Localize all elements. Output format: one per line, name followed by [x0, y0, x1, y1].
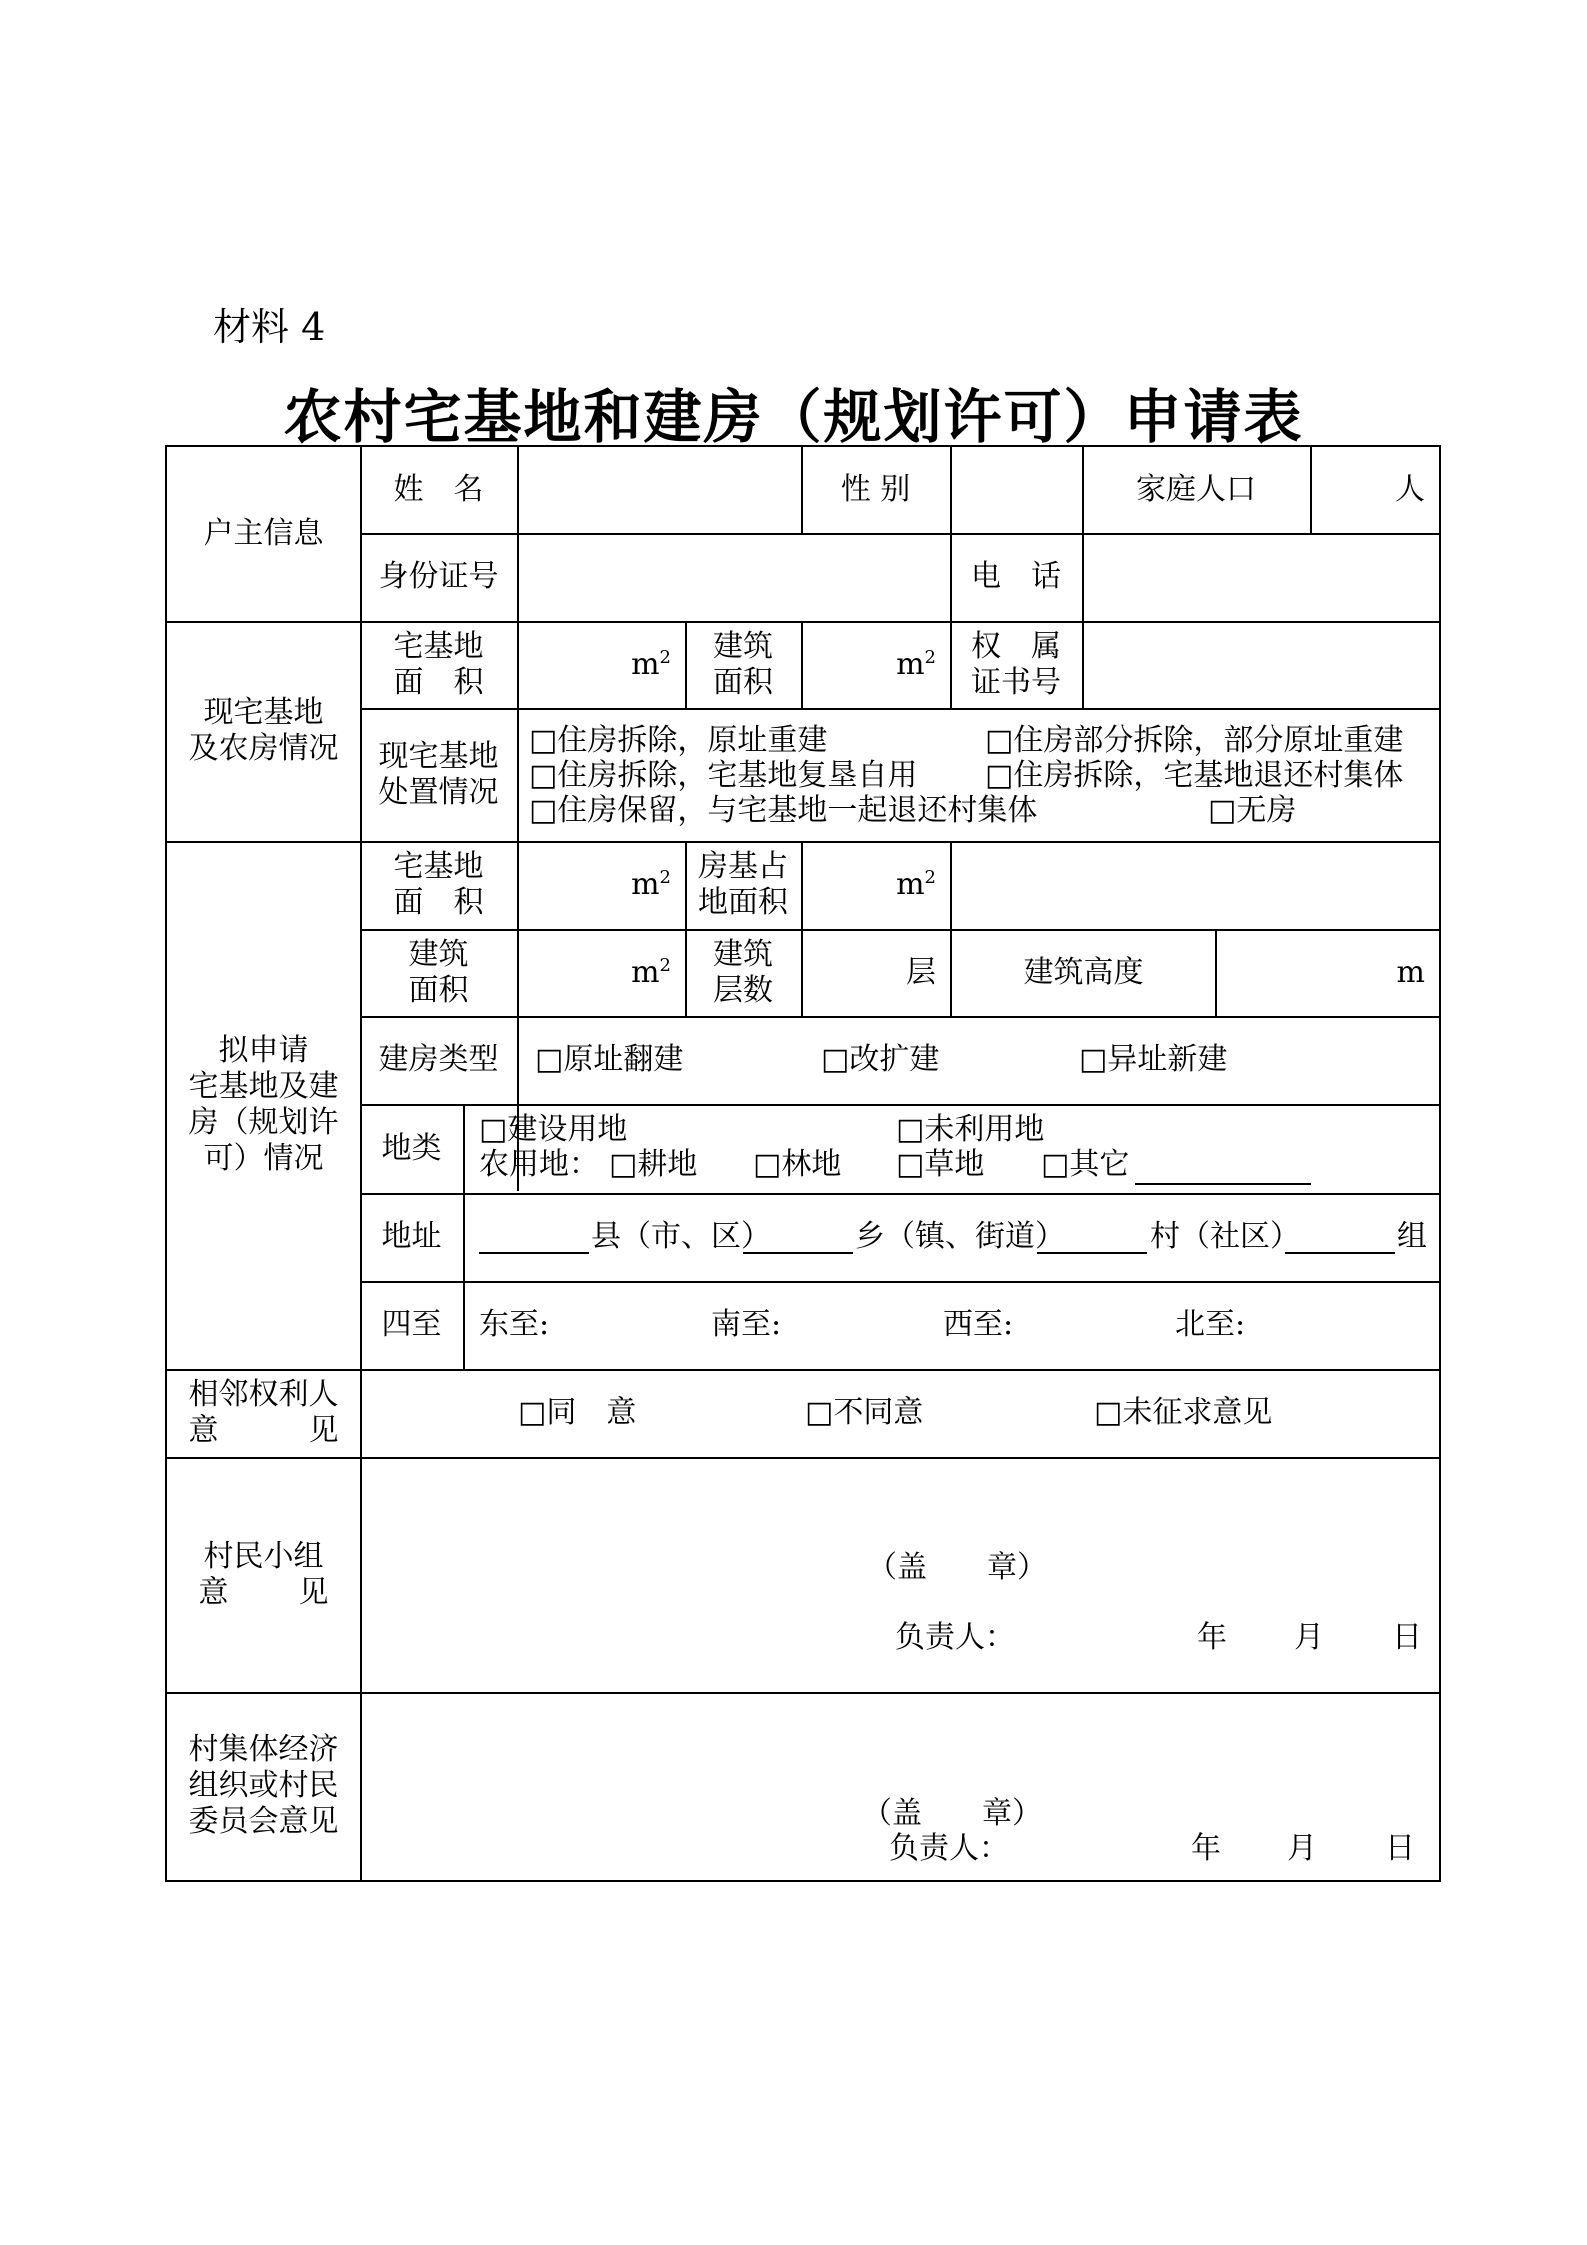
label-line: 地面积: [698, 885, 788, 920]
section-label: 户主信息: [203, 516, 324, 551]
unit-sqm: $m^2$: [631, 954, 671, 990]
label-build-type: 建房类型: [378, 1042, 499, 1077]
field-proposed-building-area[interactable]: [519, 929, 685, 1016]
label-farmland: 农用地：: [479, 1147, 599, 1182]
section-owner-info: [167, 447, 360, 621]
unit-sqm: $m^2$: [896, 867, 936, 902]
checkbox-partial-demolish[interactable]: □住房部分拆除，部分原址重建: [985, 723, 1404, 758]
label-east: 东至:: [479, 1307, 550, 1342]
label-day: 日: [1385, 1831, 1415, 1866]
label-responsible: 负责人：: [895, 1620, 1015, 1655]
label-disposal: [360, 708, 517, 841]
checkbox-rebuild-same-site[interactable]: □住房拆除，原址重建: [529, 723, 828, 758]
label-cert-number: [950, 621, 1082, 708]
section-label: 意 见: [198, 1574, 329, 1610]
label-household: 家庭人口: [1136, 472, 1256, 507]
label-line: 证书号: [971, 664, 1061, 700]
checkbox-unused-land[interactable]: □未利用地: [896, 1112, 1045, 1147]
label-gender: 性 别: [840, 472, 911, 507]
checkbox-keep-and-return[interactable]: □住房保留，与宅基地一起退还村集体: [529, 793, 1038, 828]
checkbox-renovate-expand[interactable]: □改扩建: [821, 1042, 940, 1077]
label-boundaries: 四至: [381, 1307, 442, 1342]
label-month: 月: [1294, 1620, 1324, 1655]
label-line: 建筑: [713, 628, 773, 664]
label-line: 宅基地: [393, 628, 484, 664]
unit-floor: 层: [906, 954, 936, 990]
field-id-number[interactable]: [519, 533, 950, 621]
application-table: [165, 445, 1441, 1882]
label-line: 房基占: [698, 849, 788, 884]
checkbox-grassland[interactable]: □草地: [896, 1147, 985, 1182]
section-label: 村集体经济: [188, 1732, 339, 1767]
label-south: 南至:: [711, 1307, 782, 1342]
field-current-building-area[interactable]: [803, 621, 950, 708]
label-address: 地址: [381, 1219, 442, 1254]
label-month: 月: [1287, 1831, 1317, 1866]
field-gender[interactable]: [952, 447, 1082, 533]
checkbox-not-consulted[interactable]: □未征求意见: [1094, 1395, 1273, 1430]
seal-text: （盖 章）: [867, 1550, 1047, 1585]
section-label: 房（规划许: [188, 1105, 339, 1140]
label-year: 年: [1191, 1831, 1221, 1866]
section-label: 及农房情况: [188, 731, 339, 766]
label-line: 建筑: [408, 936, 469, 972]
unit-meter: m: [1396, 954, 1425, 990]
section-proposed: [167, 841, 360, 1369]
section-neighbor-opinion: [167, 1369, 360, 1457]
label-day: 日: [1392, 1620, 1422, 1655]
field-proposed-homestead-area[interactable]: [519, 841, 685, 929]
label-town: 乡（镇、街道）: [855, 1219, 1065, 1254]
form-title: 农村宅基地和建房（规划许可）申请表: [283, 383, 1304, 451]
label-line: 面积: [713, 664, 773, 700]
field-cert-number[interactable]: [1084, 621, 1439, 708]
unit-sqm: $m^2$: [631, 867, 671, 902]
label-line: 宅基地: [393, 849, 484, 884]
label-line: 处置情况: [378, 774, 499, 810]
section-label: 现宅基地: [203, 695, 324, 730]
field-blank: [952, 841, 1439, 929]
checkbox-cultivated[interactable]: □耕地: [609, 1147, 698, 1182]
checkbox-disagree[interactable]: □不同意: [805, 1395, 924, 1430]
row-line: [360, 1016, 1439, 1018]
checkbox-forest[interactable]: □林地: [753, 1147, 842, 1182]
section-label: 可）情况: [203, 1141, 324, 1176]
label-line: 面积: [408, 972, 469, 1008]
unit-sqm: $m^2$: [896, 646, 936, 682]
label-group: 组: [1397, 1219, 1427, 1254]
section-label: 拟申请: [218, 1033, 309, 1068]
field-building-height[interactable]: [1217, 929, 1439, 1016]
label-current-building-area: [685, 621, 801, 708]
county-blank[interactable]: [479, 1252, 589, 1254]
field-floors[interactable]: [803, 929, 950, 1016]
section-current-homestead: [167, 621, 360, 841]
label-phone: 电 话: [971, 559, 1061, 594]
label-floors: [685, 929, 801, 1016]
checkbox-reclaim-self-use[interactable]: □住房拆除，宅基地复垦自用: [529, 758, 918, 793]
other-blank[interactable]: [1135, 1183, 1311, 1185]
label-footprint-area: [685, 841, 801, 929]
label-village: 村（社区）: [1150, 1219, 1300, 1254]
label-current-homestead-area: [360, 621, 517, 708]
section-label: 村民小组: [203, 1538, 324, 1574]
checkbox-return-collective[interactable]: □住房拆除，宅基地退还村集体: [985, 758, 1404, 793]
label-north: 北至:: [1175, 1307, 1246, 1342]
label-proposed-homestead-area: [360, 841, 517, 929]
label-line: 建筑: [713, 936, 773, 972]
section-group-opinion: [167, 1457, 360, 1692]
checkbox-new-site[interactable]: □异址新建: [1079, 1042, 1228, 1077]
label-year: 年: [1197, 1620, 1227, 1655]
row-line: [360, 1104, 1439, 1106]
label-building-height: 建筑高度: [1023, 954, 1144, 990]
label-county: 县（市、区）: [591, 1219, 771, 1254]
checkbox-other[interactable]: □其它: [1041, 1147, 1130, 1182]
checkbox-rebuild-original[interactable]: □原址翻建: [535, 1042, 684, 1077]
col-line: [463, 1104, 465, 1369]
checkbox-agree[interactable]: □同 意: [518, 1395, 637, 1430]
label-name: 姓 名: [393, 472, 484, 507]
label-line: 面 积: [393, 885, 484, 920]
section-label: 宅基地及建: [188, 1069, 339, 1104]
seal-text: （盖 章）: [862, 1796, 1042, 1831]
label-line: 面 积: [393, 664, 484, 700]
unit-person: 人: [1395, 472, 1425, 507]
town-blank[interactable]: [743, 1252, 853, 1254]
checkbox-no-house[interactable]: □无房: [1208, 793, 1297, 828]
row-line: [360, 708, 1439, 710]
field-phone[interactable]: [1084, 533, 1439, 621]
material-number: 材料 4: [213, 305, 326, 349]
unit-sqm: $m^2$: [631, 646, 671, 682]
label-line: 权 属: [971, 628, 1061, 664]
label-land-type: 地类: [381, 1130, 442, 1166]
field-household[interactable]: [1312, 447, 1439, 533]
row-line: [360, 1281, 1439, 1283]
label-id-number: 身份证号: [378, 559, 499, 594]
section-collective-opinion: [167, 1692, 360, 1880]
section-label: 相邻权利人: [188, 1377, 339, 1412]
label-line: 层数: [713, 972, 773, 1008]
field-name[interactable]: [519, 447, 801, 533]
field-current-homestead-area[interactable]: [519, 621, 685, 708]
row-line: [360, 1193, 1439, 1195]
checkbox-construction-land[interactable]: □建设用地: [479, 1112, 628, 1147]
field-footprint-area[interactable]: [803, 841, 950, 929]
village-blank[interactable]: [1037, 1252, 1147, 1254]
label-line: 现宅基地: [378, 738, 499, 774]
section-label: 意 见: [188, 1413, 339, 1448]
label-west: 西至:: [943, 1307, 1014, 1342]
group-blank[interactable]: [1285, 1252, 1395, 1254]
label-responsible: 负责人：: [889, 1831, 1009, 1866]
label-proposed-building-area: [360, 929, 517, 1016]
section-label: 组织或村民: [188, 1768, 339, 1803]
section-label: 委员会意见: [188, 1804, 339, 1839]
